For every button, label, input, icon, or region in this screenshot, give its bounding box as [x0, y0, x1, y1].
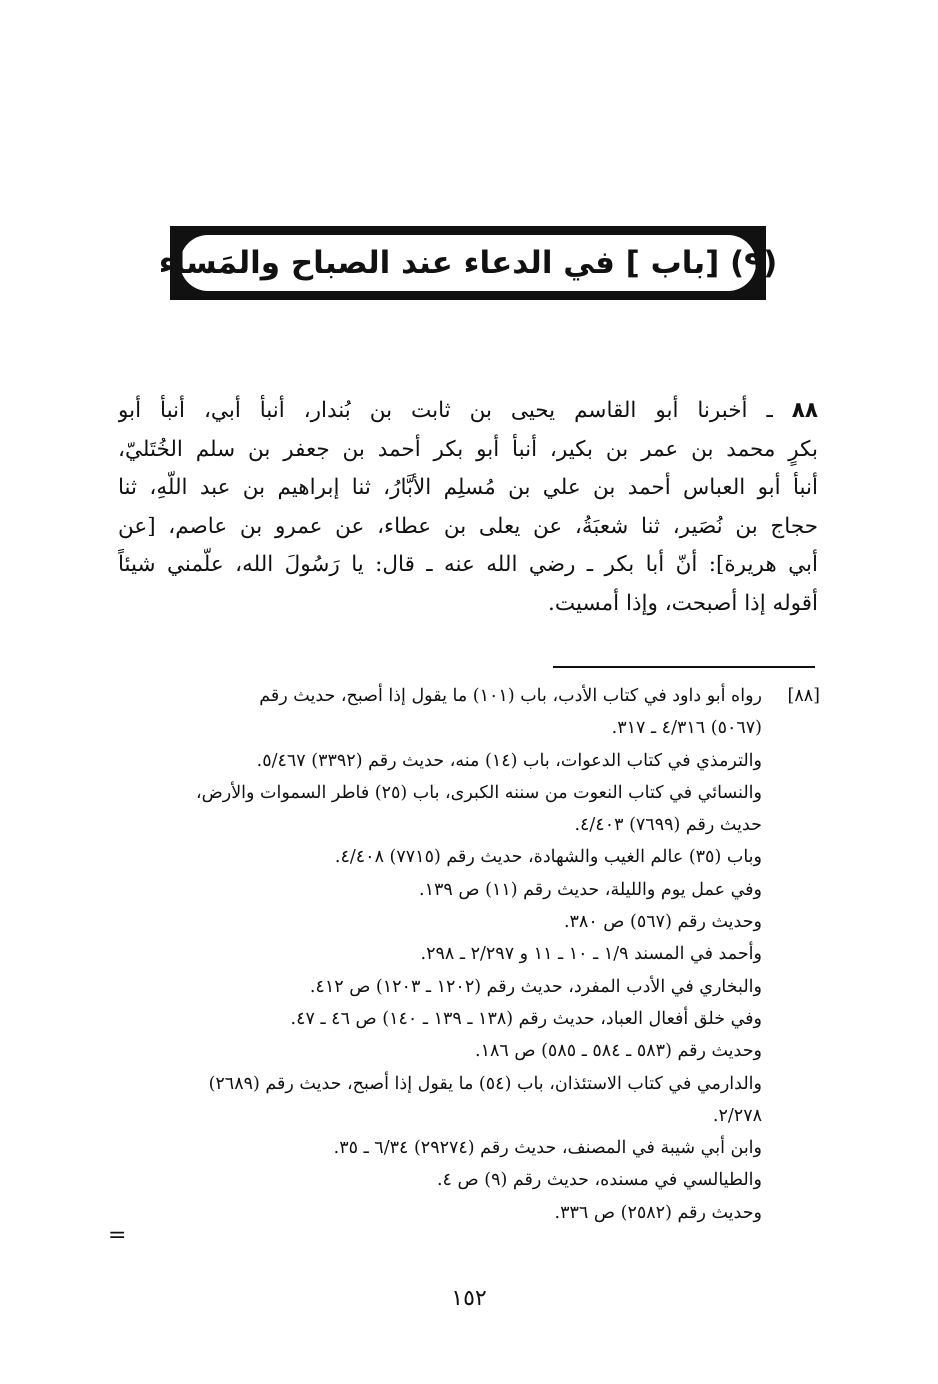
footnote-label: [٨٨] [787, 686, 820, 706]
footnote-line: والطيالسي في مسنده، حديث رقم (٩) ص ٤. [436, 1170, 762, 1191]
footnote-line: وحديث رقم (٢٥٨٢) ص ٣٣٦. [554, 1202, 762, 1223]
footnote-line: وفي خلق أفعال العباد، حديث رقم (١٣٨ ـ ١٣٩ ـ ١٤٠) ص ٤٦ ـ ٤٧. [290, 1008, 762, 1029]
narration-line: أنبأ أبو العباس أحمد بن علي بن مُسلِم الأبَّارُ، ثنا إبراهيم بن عبد اللّهِ، ثنا [118, 475, 818, 500]
footnote-line: والنسائي في كتاب النعوت من سننه الكبرى، باب (٢٥) فاطر السموات والأرض، [195, 782, 762, 803]
footnote-continuation-mark: = [108, 1223, 127, 1248]
chapter-heading-title: (٩) [باب ] في الدعاء عند الصباح والمَساء [158, 245, 778, 281]
narration-line: حجاج بن نُصَير، ثنا شعبَةُ، عن يعلى بن عطاء، عن عمرو بن عاصم، [عن [118, 513, 818, 539]
footnote-line: وأحمد في المسند ١/٩ ـ ١٠ ـ ١١ و ٢/٢٩٧ ـ ٢٩٨. [420, 944, 762, 965]
footnote-line: (٥٠٦٧) ٤/٣١٦ ـ ٣١٧. [611, 718, 762, 739]
footnote-line: ٢/٢٧٨. [712, 1105, 762, 1126]
footnote-line: والبخاري في الأدب المفرد، حديث رقم (١٢٠٢ ـ ١٢٠٣) ص ٤١٢. [309, 976, 762, 997]
hadith-narration [118, 392, 818, 623]
footnote-line: والدارمي في كتاب الاستئذان، باب (٥٤) ما يقول إذا أصبح، حديث رقم (٢٦٨٩) [208, 1073, 762, 1094]
footnote-line: وابن أبي شيبة في المصنف، حديث رقم (٢٩٢٧٤) ٦/٣٤ ـ ٣٥. [333, 1138, 762, 1159]
hadith-number: ٨٨ [791, 398, 818, 423]
narration-line: أبي هريرة]: أنّ أبا بكر ـ رضي الله عنه ـ قال: يا رَسُولَ الله، علّمني شيئاً [118, 552, 818, 577]
footnote-line: حديث رقم (٧٦٩٩) ٤/٤٠٣. [574, 815, 762, 836]
footnote-line: [٨٨]رواه أبو داود في كتاب الأدب، باب (١٠١) ما يقول إذا أصبح، حديث رقم [108, 680, 820, 712]
footnote-line: وحديث رقم (٥٦٧) ص ٣٨٠. [563, 912, 762, 933]
footnote-line: والترمذي في كتاب الدعوات، باب (١٤) منه، حديث رقم (٣٣٩٢) ٥/٤٦٧. [256, 750, 762, 771]
footnote-line: وباب (٣٥) عالم الغيب والشهادة، حديث رقم (٧٧١٥) ٤/٤٠٨. [334, 847, 762, 868]
footnote-line: وحديث رقم (٥٨٣ ـ ٥٨٤ ـ ٥٨٥) ص ١٨٦. [475, 1041, 762, 1062]
footnotes [108, 680, 820, 1229]
footnote-separator [553, 666, 815, 668]
page-number: ١٥٢ [451, 1286, 487, 1311]
narration-line: أقوله إذا أصبحت، وإذا أمسيت. [548, 590, 818, 616]
narration-line: ٨٨ ـ أخبرنا أبو القاسم يحيى بن ثابت بن بُندار، أنبأ أبي، أنبأ أبو [118, 398, 818, 423]
footnote-line: وفي عمل يوم والليلة، حديث رقم (١١) ص ١٣٩. [419, 879, 762, 900]
narration-line: بكرٍ محمد بن عمر بن بكير، أنبأ أبو بكر أحمد بن جعفر بن سلم الخُتَليّ، [118, 436, 818, 462]
